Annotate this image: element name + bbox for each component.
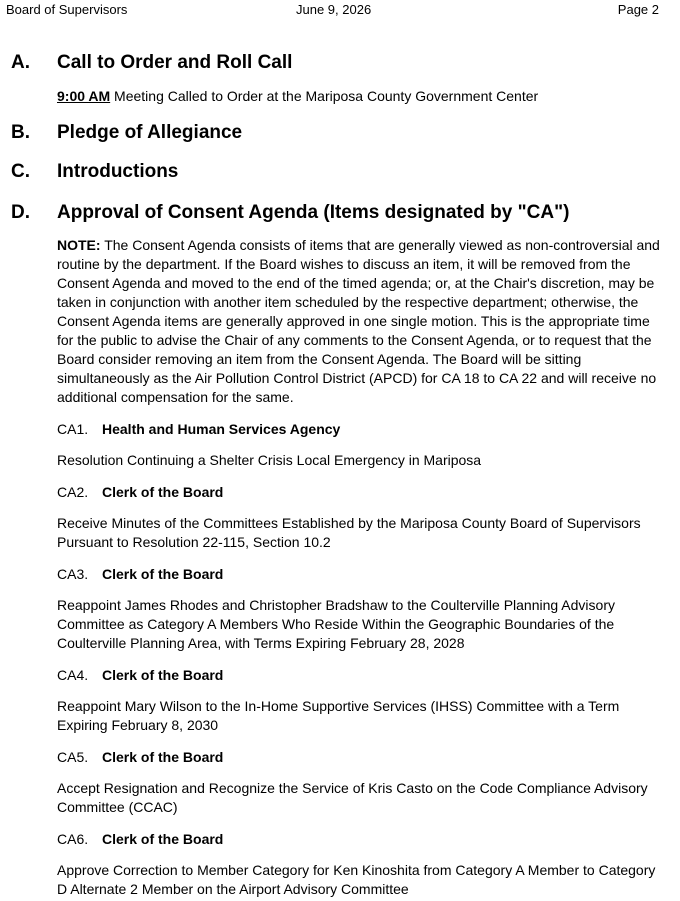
consent-item-header xyxy=(57,484,223,500)
page-header xyxy=(0,0,680,22)
consent-item-description: Receive Minutes of the Committees Established by the Mariposa County Board of Supervisors Pursuant to Resolution 22-115, Section 10.2 xyxy=(57,515,641,550)
header-date: June 9, 2026 xyxy=(296,2,372,17)
consent-item-header xyxy=(57,421,340,437)
consent-item-header xyxy=(57,749,223,765)
note-label: NOTE: xyxy=(57,237,101,253)
item-department: Clerk of the Board xyxy=(102,667,224,683)
section-letter: A. xyxy=(11,52,30,73)
section-title: Introductions xyxy=(57,161,179,182)
item-code: CA2. xyxy=(57,484,89,500)
item-department: Clerk of the Board xyxy=(102,566,224,582)
consent-item-description: Reappoint Mary Wilson to the In-Home Supportive Services (IHSS) Committee with a Term Expiring February 8, 2030 xyxy=(57,698,620,733)
item-department: Health and Human Services Agency xyxy=(102,421,341,437)
consent-item-description: Resolution Continuing a Shelter Crisis Local Emergency in Mariposa xyxy=(57,452,482,468)
note-text: The Consent Agenda consists of items that are generally viewed as non-controversial and routine by the department. If the Board wishes to discuss an item, it will be removed from the Consent Agenda and moved to the end of the timed agenda; or, at the Chair's discretion, may be taken in conjunction with another item scheduled by the respective department; otherwise, the Consent Agenda items are generally approved in one single motion. This is the appropriate time for the public to advise the Chair of any comments to the Consent Agenda, or to request that the Board consider removing an item from the Consent Agenda. The Board will be sitting simultaneously as the Air Pollution Control District (APCD) for CA 18 to CA 22 and will receive no additional compensation for the same. xyxy=(57,237,660,405)
consent-item-description: Approve Correction to Member Category for Ken Kinoshita from Category A Member to Category D Alternate 2 Member on the Airport Advisory Committee xyxy=(57,862,656,897)
consent-agenda-note xyxy=(57,236,667,407)
section-letter: B. xyxy=(11,122,30,143)
section-letter: C. xyxy=(11,161,30,182)
section-title: Pledge of Allegiance xyxy=(57,122,243,143)
item-department: Clerk of the Board xyxy=(102,831,224,847)
call-to-order-time: 9:00 AM xyxy=(57,88,111,104)
call-to-order-text: Meeting Called to Order at the Mariposa County Government Center xyxy=(110,88,539,104)
consent-item-header xyxy=(57,831,223,847)
item-code: CA6. xyxy=(57,831,89,847)
header-board-name: Board of Supervisors xyxy=(6,2,128,17)
item-code: CA3. xyxy=(57,566,89,582)
item-department: Clerk of the Board xyxy=(102,749,224,765)
item-department: Clerk of the Board xyxy=(102,484,224,500)
item-code: CA1. xyxy=(57,421,89,437)
header-page-number: Page 2 xyxy=(617,2,659,17)
call-to-order-line xyxy=(57,87,667,106)
consent-item-header xyxy=(57,566,223,582)
consent-item-description: Reappoint James Rhodes and Christopher Bradshaw to the Coulterville Planning Advisory Committee as Category A Members Who Reside Within the Geographic Boundaries of the Coulterville Planning Area, with Terms Expiring February 28, 2028 xyxy=(57,597,615,651)
consent-item-description: Accept Resignation and Recognize the Service of Kris Casto on the Code Compliance Advisory Committee (CCAC) xyxy=(57,780,648,815)
consent-item-header xyxy=(57,667,223,683)
section-title: Call to Order and Roll Call xyxy=(57,52,293,73)
section-title: Approval of Consent Agenda (Items designated by "CA") xyxy=(57,202,570,223)
item-code: CA5. xyxy=(57,749,89,765)
item-code: CA4. xyxy=(57,667,89,683)
section-letter: D. xyxy=(11,202,30,223)
